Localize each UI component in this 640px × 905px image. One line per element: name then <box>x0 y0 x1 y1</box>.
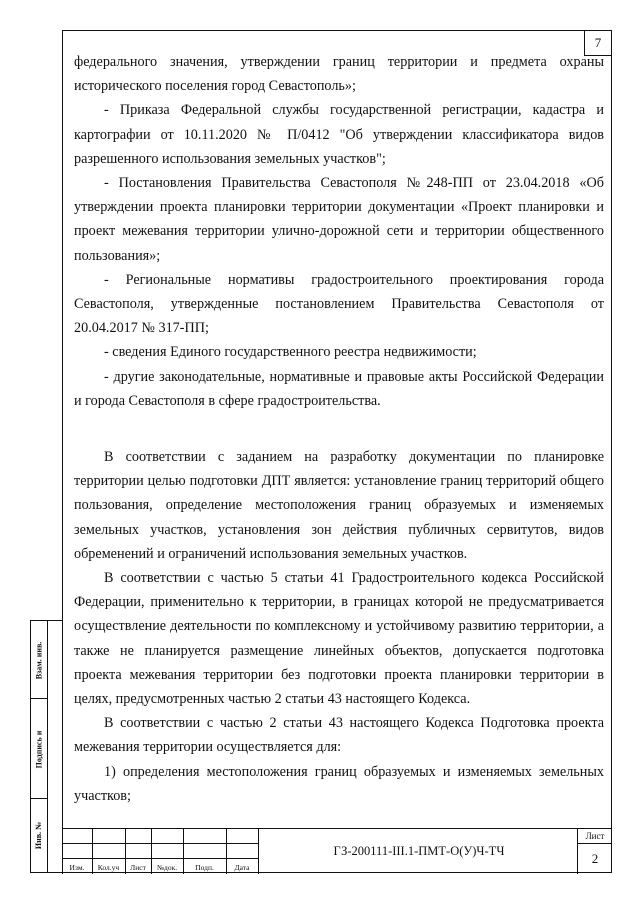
paragraph-article-43: В соответствии с частью 2 статьи 43 настоящего Кодекса Подготовка проекта межевания территории осуществляется для: <box>74 715 604 756</box>
list-item-resolution: - Постановления Правительства Севастополя №248-ПП от 23.04.2018 «Об утверждении проекта планировки территории документации «Проект планировки и проект межевания территории улично-дорожной сети и территории общественного пользования»; <box>74 175 604 264</box>
sheet-box <box>577 829 612 874</box>
paragraph-article-41: В соответствии с частью 5 статьи 41 Градостроительного кодекса Российской Федерации, применительно к территории, в границах которой не предусматривается осуществление деятельности по комплексному и устойчивому развитию территории, а также не планируется размещение линейных объектов, допускается подготовка проекта межевания территории без подготовки проекта планировки территории в целях, предусмотренных частью 2 статьи 43 настоящего Кодекса. <box>74 570 604 708</box>
title-block <box>62 828 612 873</box>
list-item-boundaries: 1) определения местоположения границ образуемых и изменяемых земельных участков; <box>74 763 604 804</box>
col-list: Лист <box>130 863 146 872</box>
list-item-order: - Приказа Федеральной службы государственной регистрации, кадастра и картографии от 10.11.2020 № П/0412 "Об утверждении классификатора видов разрешенного использования земельных участков"; <box>74 102 604 167</box>
revision-grid <box>62 829 258 874</box>
list-item-other-acts: - другие законодательные, нормативные и правовые акты Российской Федерации и города Севастополя в сфере градостроительства. <box>74 368 604 409</box>
side-stamp-strip <box>30 620 63 873</box>
side-label-substitute: Взам. инв. <box>34 641 44 679</box>
list-item-registry: - сведения Единого государственного реестра недвижимости; <box>104 344 477 361</box>
col-koluch: Кол.уч <box>97 863 120 872</box>
list-item-norms: - Региональные нормативы градостроительного проектирования города Севастополя, утвержденные постановлением Правительства Севастополя от 20.04.2017 № 317-ПП; <box>74 271 604 337</box>
col-ndok: №док. <box>156 863 178 872</box>
sheet-number: 2 <box>591 851 599 866</box>
col-podp: Подп. <box>195 863 214 872</box>
col-izm: Изм. <box>69 863 85 872</box>
paragraph-gap <box>74 413 604 437</box>
side-label-signature: Подпись и <box>34 730 44 768</box>
col-data: Дата <box>234 863 250 872</box>
document-body <box>74 50 604 808</box>
side-label-inventory: Инв. № <box>34 821 44 850</box>
paragraph-continuation: федерального значения, утверждении границ территории и предмета охраны исторического поселения город Севастополь»; <box>74 54 604 95</box>
document-code: ГЗ-200111-III.1-ПМТ-О(У)Ч-ТЧ <box>258 829 579 874</box>
paragraph-gap <box>74 437 604 445</box>
corner-page-number: 7 <box>584 31 611 56</box>
sheet-label: Лист <box>578 829 612 844</box>
paragraph-goal: В соответствии с заданием на разработку документации по планировке территории целью подготовки ДПТ является: установление границ территорий общего пользования, определение местоположения границ образуемых и изменяемых земельных участков, установления зон действия публичных сервитутов, видов обременений и ограничений использования земельных участков. <box>74 449 604 562</box>
